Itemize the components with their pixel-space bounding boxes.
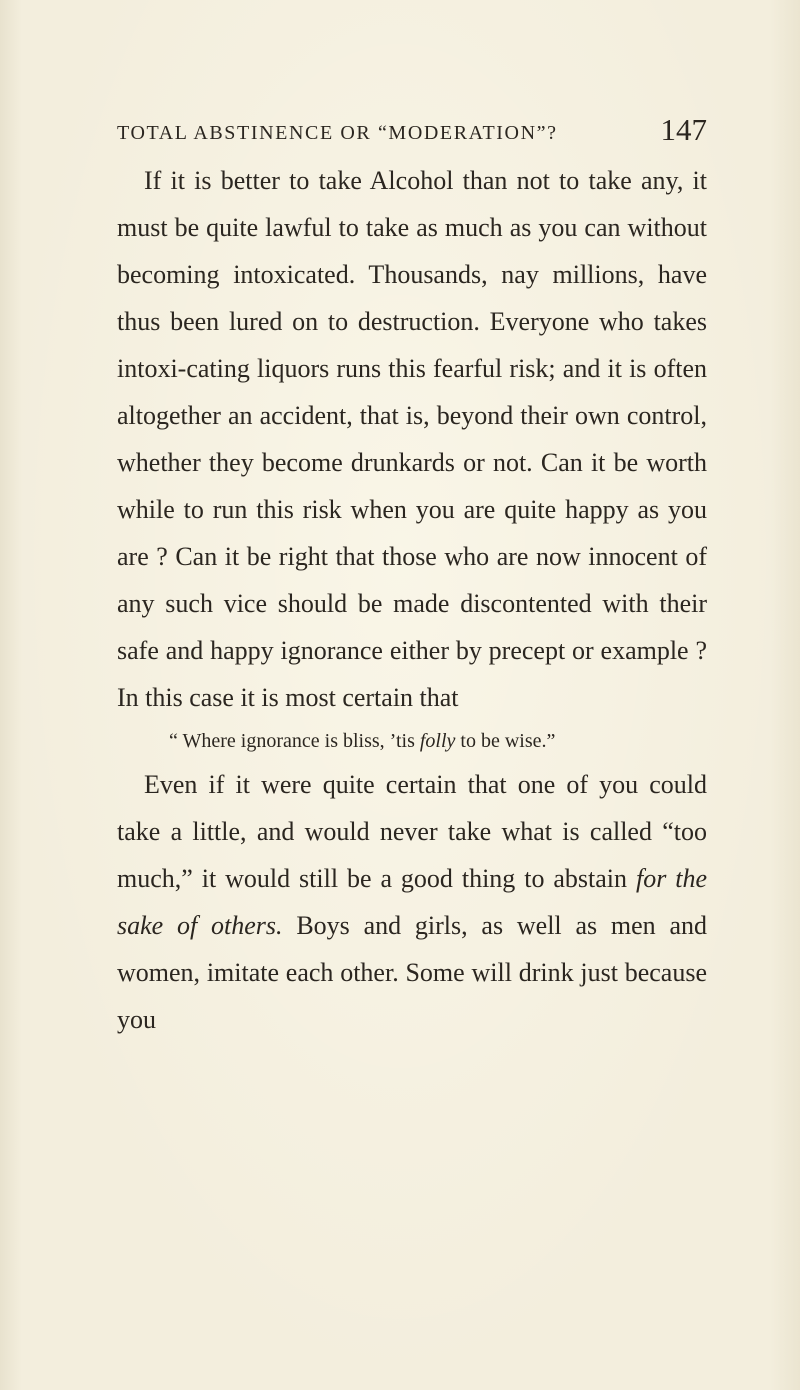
page-number: 147 (660, 112, 707, 147)
quote-text-before: “ Where ignorance is bliss, ’tis (169, 730, 415, 752)
quote-italic-folly: folly (419, 730, 456, 752)
paragraph2-part1: Even if it were quite certain that one of you could take a little, and would never take what is called “too much,” it would still be a good thing to abstain (117, 770, 707, 893)
paragraph-alcohol-risk: If it is better to take Alcohol than not to take any, it must be quite lawful to take as much as you can without becoming intoxicated. Thousands, nay millions, have thus been lured on to destruction. Everyone who takes intoxi-cating liquors runs this fearful risk; and it is often altogether an accident, that is, beyond their own control, whether they become drunkards or not. Can it be worth while to run this risk when you are quite happy as you are ? Can it be right that those who are now innocent of any such vice should be made discontented with their safe and happy ignorance either by precept or example ? In this case it is most certain that (117, 166, 707, 712)
paragraph2-italic: for the sake of others. (117, 864, 708, 940)
running-head: TOTAL ABSTINENCE OR “MODERATION”? (117, 122, 558, 144)
page-header (117, 108, 707, 152)
page-body (117, 157, 707, 1043)
paragraph-abstain-for-others (117, 761, 707, 1043)
quote-text-after: to be wise.” (460, 730, 556, 752)
paragraph2-part2: Boys and girls, as well as men and women, imitate each other. Some will drink just because you (117, 911, 707, 1034)
quotation-ignorance-bliss (117, 721, 707, 761)
